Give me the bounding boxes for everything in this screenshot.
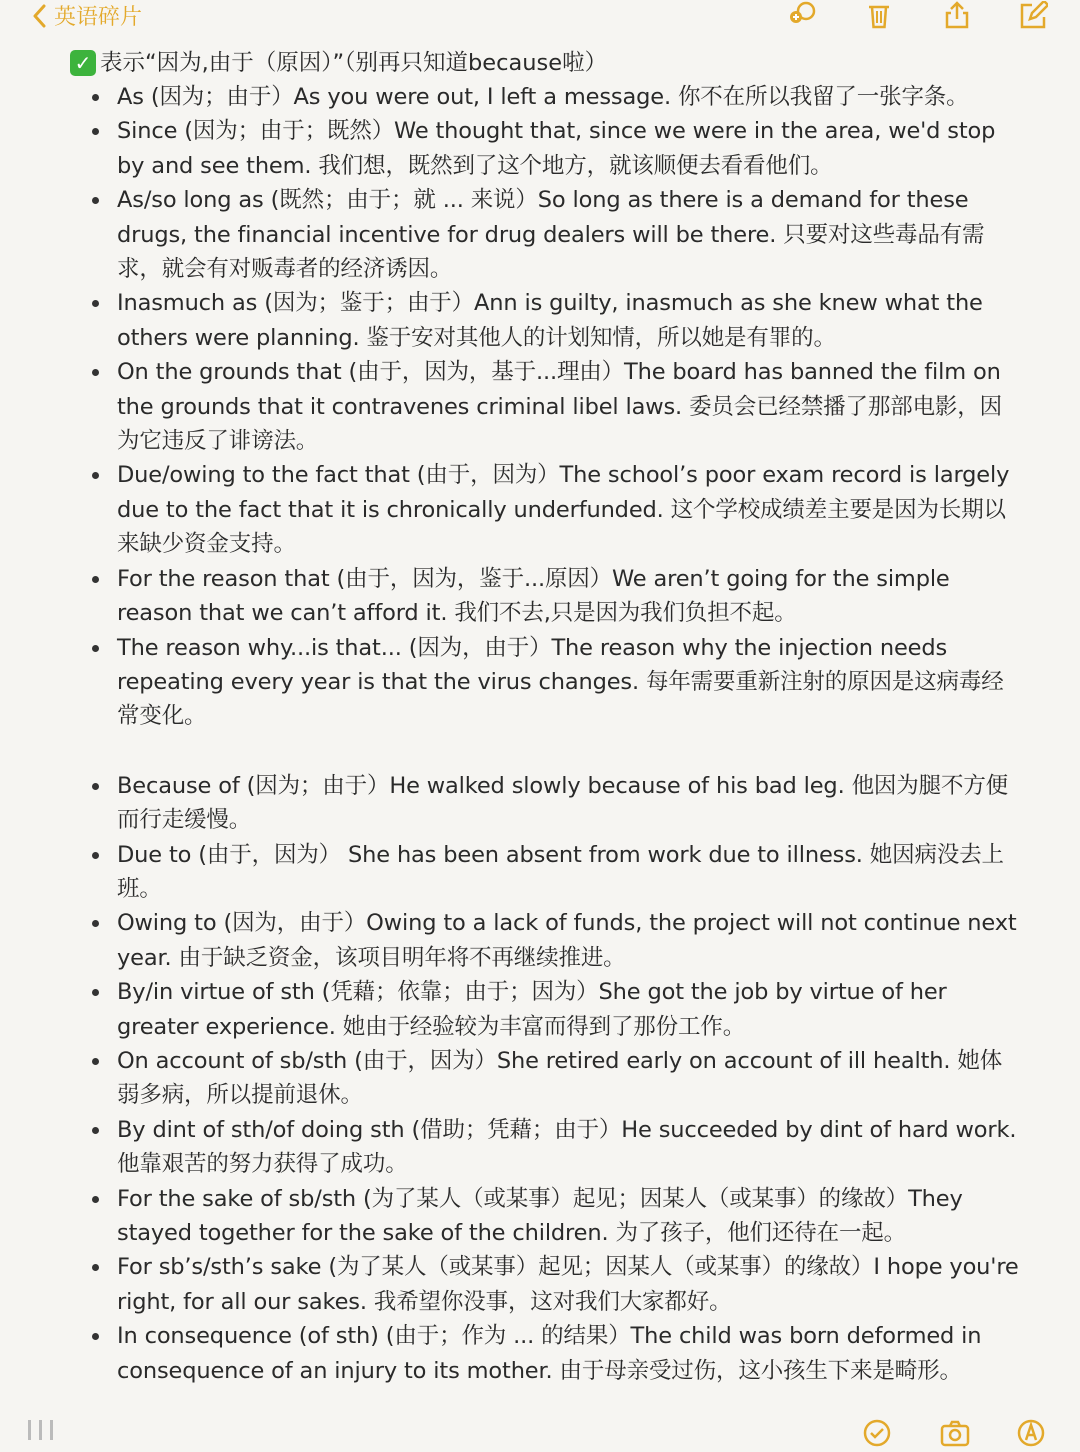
chevron-left-icon xyxy=(30,4,50,28)
list-item: Since (因为；由于；既然）We thought that, since we were in the area, we'd stop by and see them. 我们想，既然到了这个地方，就该顺便去看看他们。 xyxy=(70,114,1020,183)
list-item: By dint of sth/of doing sth (借助；凭藉；由于）He succeeded by dint of hard work. 他靠艰苦的努力获得了成功。 xyxy=(70,1113,1020,1182)
list-item: In consequence (of sth) (由于；作为 ... 的结果）The child was born deformed in consequence of an injury to its mother. 由于母亲受过伤，这小孩生下来是畸形。 xyxy=(70,1319,1020,1388)
trash-icon[interactable] xyxy=(862,0,896,30)
list-item: Owing to (因为，由于）Owing to a lack of funds, the project will not continue next year. 由于缺乏资金，该项目明年将不再继续推进。 xyxy=(70,906,1020,975)
list-item: On the grounds that (由于，因为，基于...理由）The board has banned the film on the grounds that it contravenes criminal libel laws. 委员会已经禁播了那部电影，因为它违反了诽谤法。 xyxy=(70,355,1020,458)
note-title-line xyxy=(70,46,1020,80)
list-item: Inasmuch as (因为；鉴于；由于）Ann is guilty, inasmuch as she knew what the others were planning. 鉴于安对其他人的计划知情，所以她是有罪的。 xyxy=(70,286,1020,355)
list-item: Because of (因为；由于）He walked slowly because of his bad leg. 他因为腿不方便而行走缓慢。 xyxy=(70,769,1020,838)
reason-list-2 xyxy=(70,769,1020,1388)
bottom-toolbar xyxy=(0,1408,1080,1440)
list-item: On account of sb/sth (由于，因为）She retired early on account of ill health. 她体弱多病，所以提前退休。 xyxy=(70,1044,1020,1113)
list-item: By/in virtue of sth (凭藉；依靠；由于；因为）She got the job by virtue of her greater experience. 她由于经验较为丰富而得到了那份工作。 xyxy=(70,975,1020,1044)
reason-list-1 xyxy=(70,80,1020,734)
check-mark-icon: ✓ xyxy=(70,50,96,76)
camera-icon[interactable] xyxy=(940,1418,974,1448)
checklist-icon[interactable] xyxy=(862,1418,896,1448)
compose-icon[interactable] xyxy=(1016,0,1050,30)
list-item: For the reason that (由于，因为，鉴于...原因）We aren’t going for the simple reason that we can’t afford it. 我们不去,只是因为我们负担不起。 xyxy=(70,562,1020,631)
markup-icon[interactable] xyxy=(1016,1418,1050,1448)
note-body[interactable] xyxy=(70,46,1020,1388)
share-icon[interactable] xyxy=(940,0,974,30)
list-item: For sb’s/sth’s sake (为了某人（或某事）起见；因某人（或某事）的缘故）I hope you're right, for all our sakes. 我希望你没事，这对我们大家都好。 xyxy=(70,1250,1020,1319)
list-item: Due to (由于，因为） She has been absent from work due to illness. 她因病没去上班。 xyxy=(70,838,1020,907)
list-item: The reason why...is that... (因为，由于）The reason why the injection needs repeating every year is that the virus changes. 每年需要重新注射的原因是这病毒经常变化。 xyxy=(70,631,1020,734)
note-title: 表示“因为,由于（原因）”（别再只知道because啦） xyxy=(100,50,608,76)
list-item: As/so long as (既然；由于；就 ... 来说）So long as there is a demand for these drugs, the financial incentive for drug dealers will be there. 只要对这些毒品有需求，就会有对贩毒者的经济诱因。 xyxy=(70,183,1020,286)
back-label: 英语碎片 xyxy=(54,5,143,30)
list-item: For the sake of sb/sth (为了某人（或某事）起见；因某人（或某事）的缘故）They stayed together for the sake of the children. 为了孩子，他们还待在一起。 xyxy=(70,1182,1020,1251)
list-item: As (因为；由于）As you were out, I left a message. 你不在所以我留了一张字条。 xyxy=(70,80,1020,114)
blank-line xyxy=(70,734,1020,769)
back-button[interactable] xyxy=(30,0,142,31)
share-collab-icon[interactable] xyxy=(786,0,820,30)
list-item: Due/owing to the fact that (由于，因为）The school’s poor exam record is largely due to the fact that it is chronically underfunded. 这个学校成绩差主要是因为长期以来缺少资金支持。 xyxy=(70,458,1020,561)
top-toolbar xyxy=(0,0,1080,36)
